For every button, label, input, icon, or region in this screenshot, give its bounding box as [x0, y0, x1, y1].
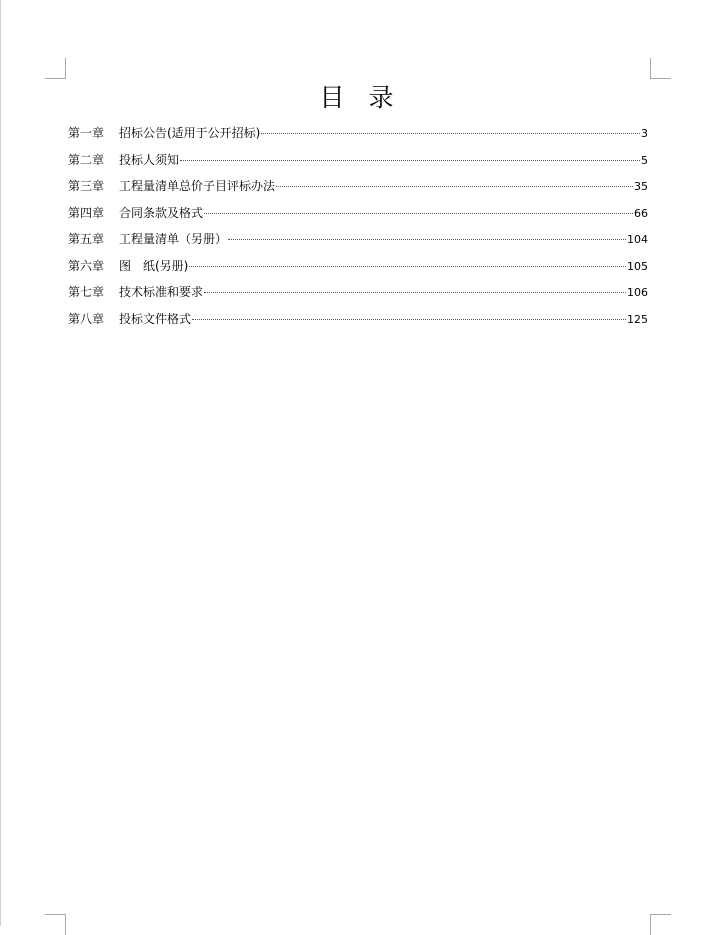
toc-entry[interactable]: [68, 226, 648, 253]
toc-chapter-number: 第八章: [68, 311, 105, 326]
toc-page-number: 35: [634, 180, 648, 193]
toc-dot-leader: [276, 186, 633, 187]
toc-entry[interactable]: [68, 253, 648, 280]
toc-entry[interactable]: [68, 306, 648, 333]
toc-dot-leader: [204, 213, 633, 214]
toc-title-char: 目: [319, 83, 345, 112]
toc-chapter-number: 第四章: [68, 205, 105, 220]
toc-dot-leader: [261, 133, 640, 134]
toc-chapter-number: 第七章: [68, 285, 105, 299]
toc-entry[interactable]: [68, 147, 648, 174]
toc-page-number: 66: [634, 206, 648, 220]
toc-page-number: 125: [627, 312, 648, 326]
toc-page-number: 105: [627, 259, 648, 273]
toc-heading: 投标人须知: [119, 152, 180, 167]
crop-mark-bottom-right: [650, 914, 671, 935]
toc-dot-leader: [192, 319, 626, 320]
toc-entry[interactable]: [68, 200, 648, 227]
crop-mark-top-right: [650, 58, 671, 79]
page-edge: [0, 0, 1, 926]
toc-entry[interactable]: [68, 279, 648, 306]
toc-heading: 投标文件格式: [119, 311, 192, 326]
toc-chapter-number: 第二章: [68, 152, 105, 167]
toc-heading: 技术标准和要求: [119, 285, 204, 299]
toc-heading: 工程量清单总价子目评标办法: [119, 179, 276, 193]
toc-list: [68, 120, 648, 332]
toc-chapter-number: 第六章: [68, 258, 105, 273]
toc-heading: 合同条款及格式: [119, 205, 204, 220]
toc-page-number: 3: [641, 127, 648, 140]
crop-mark-bottom-left: [45, 914, 66, 935]
crop-mark-top-left: [45, 58, 66, 79]
toc-dot-leader: [204, 292, 626, 293]
toc-chapter-number: 第三章: [68, 179, 105, 193]
toc-page-number: 5: [641, 153, 648, 167]
toc-dot-leader: [189, 266, 626, 267]
toc-chapter-number: 第一章: [68, 126, 105, 140]
toc-page-number: 104: [627, 233, 648, 246]
toc-page-number: 106: [627, 286, 648, 299]
toc-dot-leader: [180, 160, 640, 161]
toc-title: [0, 80, 713, 116]
toc-heading: 工程量清单（另册）: [119, 232, 228, 246]
toc-dot-leader: [228, 239, 626, 240]
toc-entry[interactable]: [68, 120, 648, 147]
toc-entry[interactable]: [68, 173, 648, 200]
toc-title-char: 录: [368, 83, 394, 112]
toc-heading: 招标公告(适用于公开招标): [119, 126, 261, 140]
toc-chapter-number: 第五章: [68, 232, 105, 246]
toc-heading: 图 纸(另册): [119, 258, 189, 273]
